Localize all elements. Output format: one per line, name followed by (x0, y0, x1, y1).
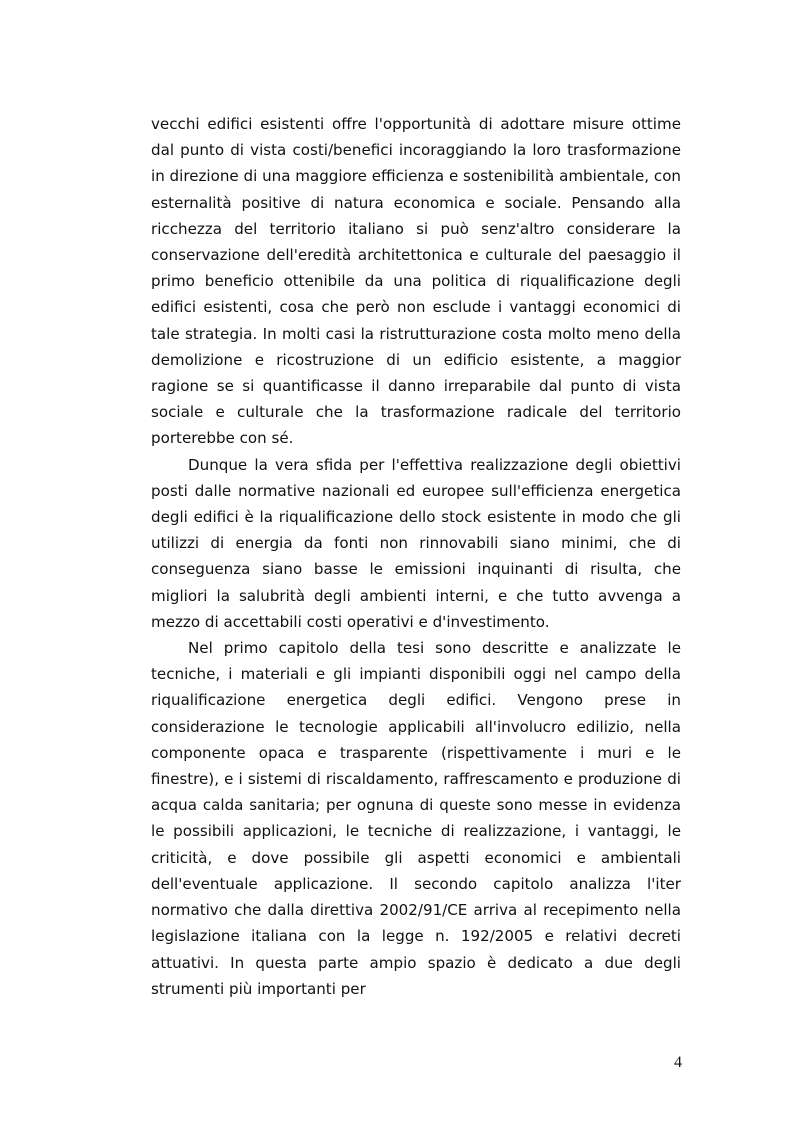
paragraph-continuation: vecchi edifici esistenti offre l'opportunità di adottare misure ottime dal punto di vista costi/benefici incoraggiando la loro trasformazione in direzione di una maggiore efficienza e sostenibilità ambientale, con esternalità positive di natura economica e sociale. Pensando alla ricchezza del territorio italiano si può senz'altro considerare la conservazione dell'eredità architettonica e culturale del paesaggio il primo beneficio ottenibile da una politica di riqualificazione degli edifici esistenti, cosa che però non esclude i vantaggi economici di tale strategia. In molti casi la ristrutturazione costa molto meno della demolizione e ricostruzione di un edificio esistente, a maggior ragione se si quantificasse il danno irreparabile dal punto di vista sociale e culturale che la trasformazione radicale del territorio porterebbe con sé. (151, 115, 681, 448)
body-text (151, 111, 681, 1002)
paragraph-challenge: Dunque la vera sfida per l'effettiva realizzazione degli obiettivi posti dalle normative nazionali ed europee sull'efficienza energetica degli edifici è la riqualificazione dello stock esistente in modo che gli utilizzi di energia da fonti non rinnovabili siano minimi, che di conseguenza siano basse le emissioni inquinanti di risulta, che migliori la salubrità degli ambienti interni, e che tutto avvenga a mezzo di accettabili costi operativi e d'investimento. (151, 455, 681, 631)
page-number: 4 (674, 1054, 682, 1071)
paragraph-thesis-outline: Nel primo capitolo della tesi sono descritte e analizzate le tecniche, i materiali e gli impianti disponibili oggi nel campo della riqualificazione energetica degli edifici. Vengono prese in considerazione le tecnologie applicabili all'involucro edilizio, nella componente opaca e trasparente (rispettivamente i muri e le finestre), e i sistemi di riscaldamento, raffrescamento e produzione di acqua calda sanitaria; per ognuna di queste sono messe in evidenza le possibili applicazioni, le tecniche di realizzazione, i vantaggi, le criticità, e dove possibile gli aspetti economici e ambientali dell'eventuale applicazione. Il secondo capitolo analizza l'iter normativo che dalla direttiva 2002/91/CE arriva al recepimento nella legislazione italiana con la legge n. 192/2005 e relativi decreti attuativi. In questa parte ampio spazio è dedicato a due degli strumenti più importanti per (151, 639, 681, 998)
